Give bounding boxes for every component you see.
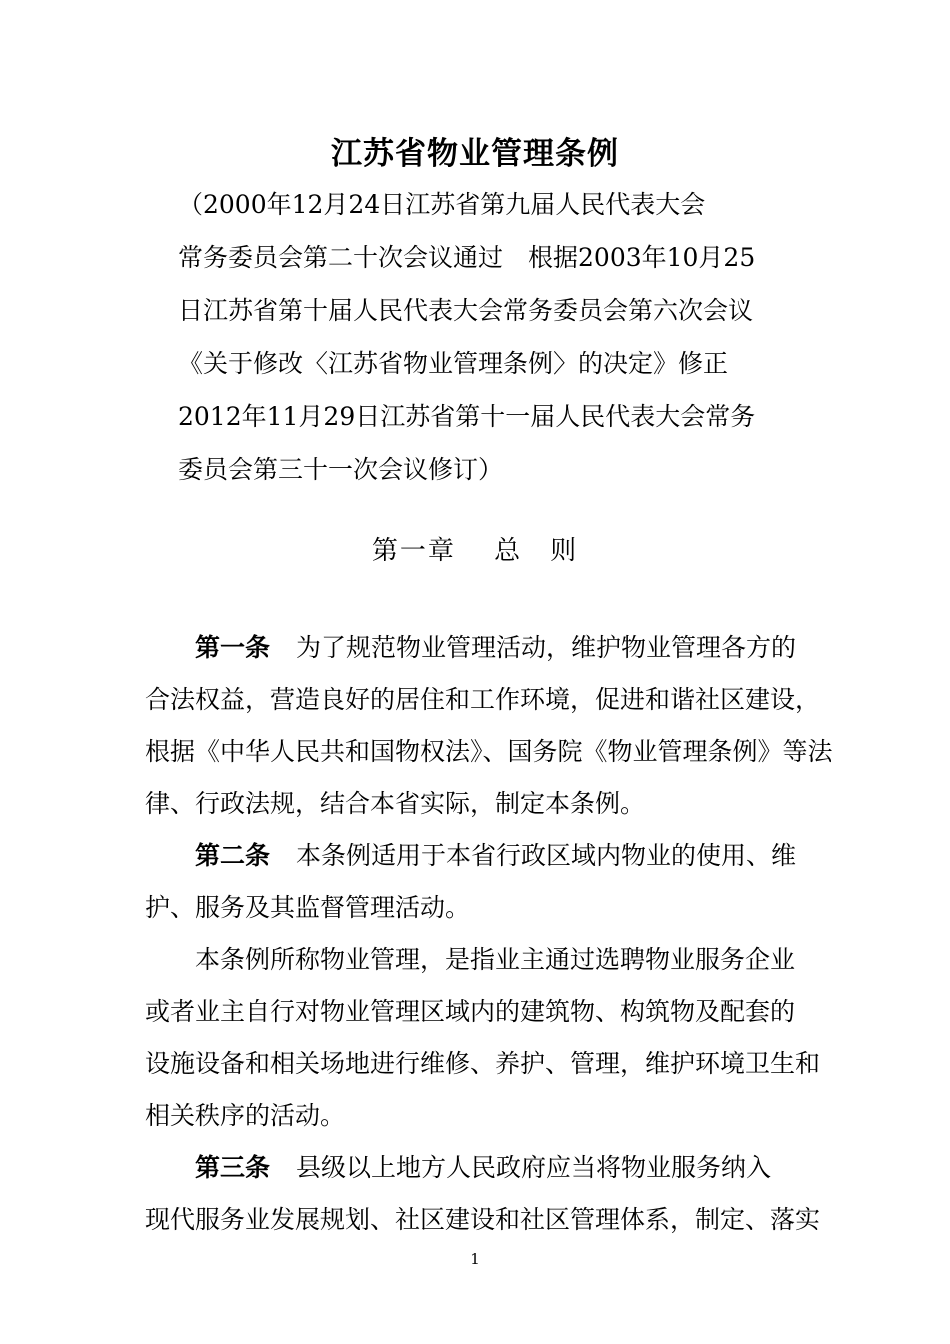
history-line: 2012年11月29日江苏省第十一届人民代表大会常务 [178, 402, 756, 431]
article-number: 第二条 [195, 841, 271, 870]
article-text: 本条例适用于本省行政区域内物业的使用、维 [296, 841, 797, 870]
chapter-title: 第一章 总 则 [371, 536, 579, 566]
history-line: （2000年12月24日江苏省第九届人民代表大会 [178, 190, 706, 219]
article-text-line: 根据《中华人民共和国物权法》、国务院《物业管理条例》等法 [145, 737, 833, 766]
article-number: 第三条 [195, 1153, 271, 1182]
article-text-line: 合法权益，营造良好的居住和工作环境，促进和谐社区建设， [145, 685, 821, 714]
page-number: 1 [470, 1250, 480, 1268]
article-2-first-line [145, 830, 810, 882]
body-text [145, 622, 833, 1246]
history-line: 委员会第三十一次会议修订） [178, 455, 504, 484]
article-3-first-line [145, 1142, 810, 1194]
article-text-line: 护、服务及其监督管理活动。 [145, 893, 471, 922]
history-line: 日江苏省第十届人民代表大会常务委员会第六次会议 [178, 296, 754, 325]
article-text: 县级以上地方人民政府应当将物业服务纳入 [296, 1153, 772, 1182]
article-text-line: 相关秩序的活动。 [145, 1101, 346, 1130]
article-text-line: 设施设备和相关场地进行维修、养护、管理，维护环境卫生和 [145, 1049, 821, 1078]
article-text-line: 律、行政法规，结合本省实际，制定本条例。 [145, 789, 646, 818]
history-line: 《关于修改〈江苏省物业管理条例〉的决定》修正 [178, 349, 729, 378]
article-text-line: 现代服务业发展规划、社区建设和社区管理体系，制定、落实 [145, 1205, 821, 1234]
article-text: 为了规范物业管理活动，维护物业管理各方的 [296, 633, 797, 662]
document-title: 江苏省物业管理条例 [331, 136, 619, 172]
legislative-history [178, 178, 778, 496]
history-line: 常务委员会第二十次会议通过 根据2003年10月25 [178, 243, 756, 272]
article-number: 第一条 [195, 633, 271, 662]
article-text-line: 或者业主自行对物业管理区域内的建筑物、构筑物及配套的 [145, 997, 796, 1026]
chapter-heading [0, 530, 950, 567]
article-text-line: 本条例所称物业管理，是指业主通过选聘物业服务企业 [195, 945, 796, 974]
article-1-first-line [145, 622, 810, 674]
